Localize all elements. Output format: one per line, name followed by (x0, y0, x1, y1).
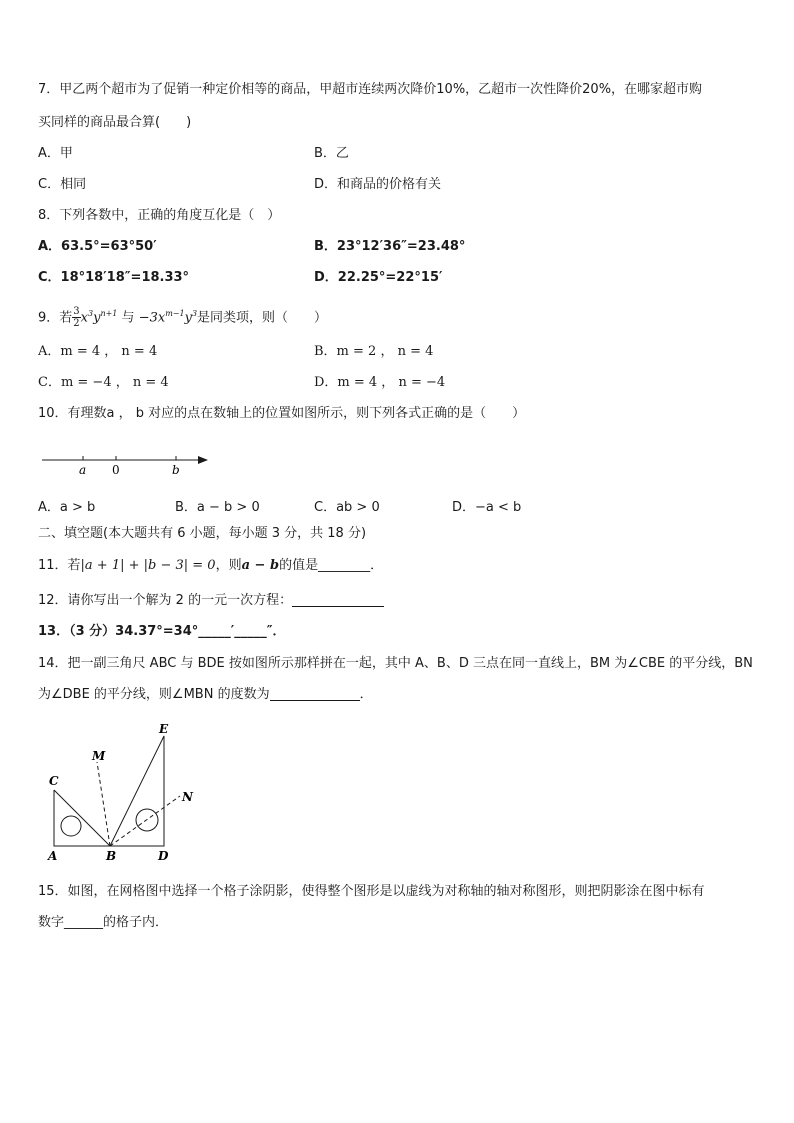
q8-stem: 8．下列各数中，正确的角度互化是（ ） (38, 208, 281, 223)
q13-stem: 13．（3 分）34.37°=34°_____′_____″． (38, 624, 286, 639)
q15-stem-line2: 数字______的格子内． (38, 915, 169, 930)
q7-option-b: B．乙 (314, 146, 349, 161)
q7-option-d: D．和商品的价格有关 (314, 177, 442, 192)
q9-prefix: 9．若 (38, 310, 73, 326)
q9-frac-num: 3 (73, 306, 80, 318)
q10-option-b: B．a − b > 0 (175, 500, 260, 515)
q9-option-d: D．m = 4 ， n = −4 (314, 375, 446, 390)
q12-text: 12．请你写出一个解为 2 的一元一次方程： (38, 593, 293, 608)
number-line-arrow (198, 456, 208, 464)
q9-term1-y: y (93, 310, 101, 326)
q14-answer-blank (270, 686, 360, 701)
q9-suffix: 是同类项，则（ ） (197, 310, 328, 326)
triangle-abc (54, 790, 110, 846)
q7-stem-line1: 7．甲乙两个超市为了促销一种定价相等的商品，甲超市连续两次降价10%，乙超市一次性降价20%，在哪家超市购 (38, 82, 703, 97)
q10-option-c: C．ab > 0 (314, 500, 380, 515)
q10-stem: 10．有理数a ， b 对应的点在数轴上的位置如图所示，则下列各式正确的是（ ） (38, 406, 526, 421)
triangle-figure (40, 720, 220, 870)
q9-frac-den: 2 (73, 318, 80, 330)
label-n: N (182, 790, 193, 804)
axis-label-b: b (172, 463, 180, 477)
q14-period: ． (359, 687, 373, 702)
q11-stem (38, 556, 383, 576)
q8-option-c: C．18°18′18″=18.33° (38, 270, 190, 285)
q9-term2-x: −3x (138, 310, 166, 326)
triangle-abc-hole (61, 816, 81, 836)
q12-answer-blank (292, 592, 384, 607)
q9-option-b: B．m = 2 ， n = 4 (314, 344, 434, 359)
q8-option-b: B．23°12′36″=23.48° (314, 239, 466, 254)
label-e: E (159, 722, 169, 736)
q11-suffix: 的值是________． (279, 558, 384, 573)
q9-term1-x: x (80, 310, 88, 326)
q9-option-c: C．m = −4 ， n = 4 (38, 375, 169, 390)
q9-fraction (72, 306, 80, 329)
label-c: C (49, 774, 59, 788)
axis-label-a: a (79, 463, 87, 477)
q9-term1-exp2: n+1 (100, 309, 118, 318)
q9-stem (38, 300, 327, 332)
q12-stem (38, 591, 384, 611)
q11-a-minus-b: a − b (241, 558, 280, 573)
section-2-title: 二、填空题(本大题共有 6 小题，每小题 3 分，共 18 分) (38, 526, 367, 541)
q7-stem-line2: 买同样的商品最合算( ) (38, 115, 192, 130)
q11-expression: |a + 1| + |b − 3| = 0 (80, 558, 216, 573)
q15-stem-line1: 15．如图，在网格图中选择一个格子涂阴影，使得整个图形是以虚线为对称轴的轴对称图形，则把阴影涂在图中标有 (38, 884, 705, 899)
q14-stem-line1: 14．把一副三角尺 ABC 与 BDE 按如图所示那样拼在一起，其中 A、B、D 三点在同一直线上，BM 为∠CBE 的平分线，BN (38, 656, 753, 671)
q11-mid: ，则 (215, 558, 242, 573)
triangle-bde (110, 736, 164, 846)
q10-option-d: D．−a < b (452, 500, 522, 515)
bisector-bm (97, 762, 110, 846)
q9-mid: 与 (121, 310, 135, 326)
q10-option-a: A．a > b (38, 500, 96, 515)
q14-stem-line2 (38, 685, 373, 705)
bisector-bn (110, 796, 180, 846)
axis-label-zero: 0 (112, 463, 120, 477)
label-a: A (48, 849, 58, 863)
number-line-figure (38, 450, 218, 480)
label-m: M (92, 749, 106, 763)
q9-term2-exp1: m−1 (165, 309, 185, 318)
label-b: B (106, 849, 117, 863)
q7-option-c: C．相同 (38, 177, 87, 192)
q8-option-d: D．22.25°=22°15′ (314, 270, 443, 285)
q9-term2-y: y (184, 310, 192, 326)
q9-term1-exp1: 3 (88, 309, 94, 318)
q7-option-a: A．甲 (38, 146, 73, 161)
q11-prefix: 11．若 (38, 558, 81, 573)
label-d: D (158, 849, 169, 863)
q9-option-a: A．m = 4 ， n = 4 (38, 344, 158, 359)
q9-term2-exp2: 3 (191, 309, 198, 318)
q14-line2-text: 为∠DBE 的平分线，则∠MBN 的度数为 (38, 687, 270, 702)
q8-option-a: A．63.5°=63°50′ (38, 239, 157, 254)
